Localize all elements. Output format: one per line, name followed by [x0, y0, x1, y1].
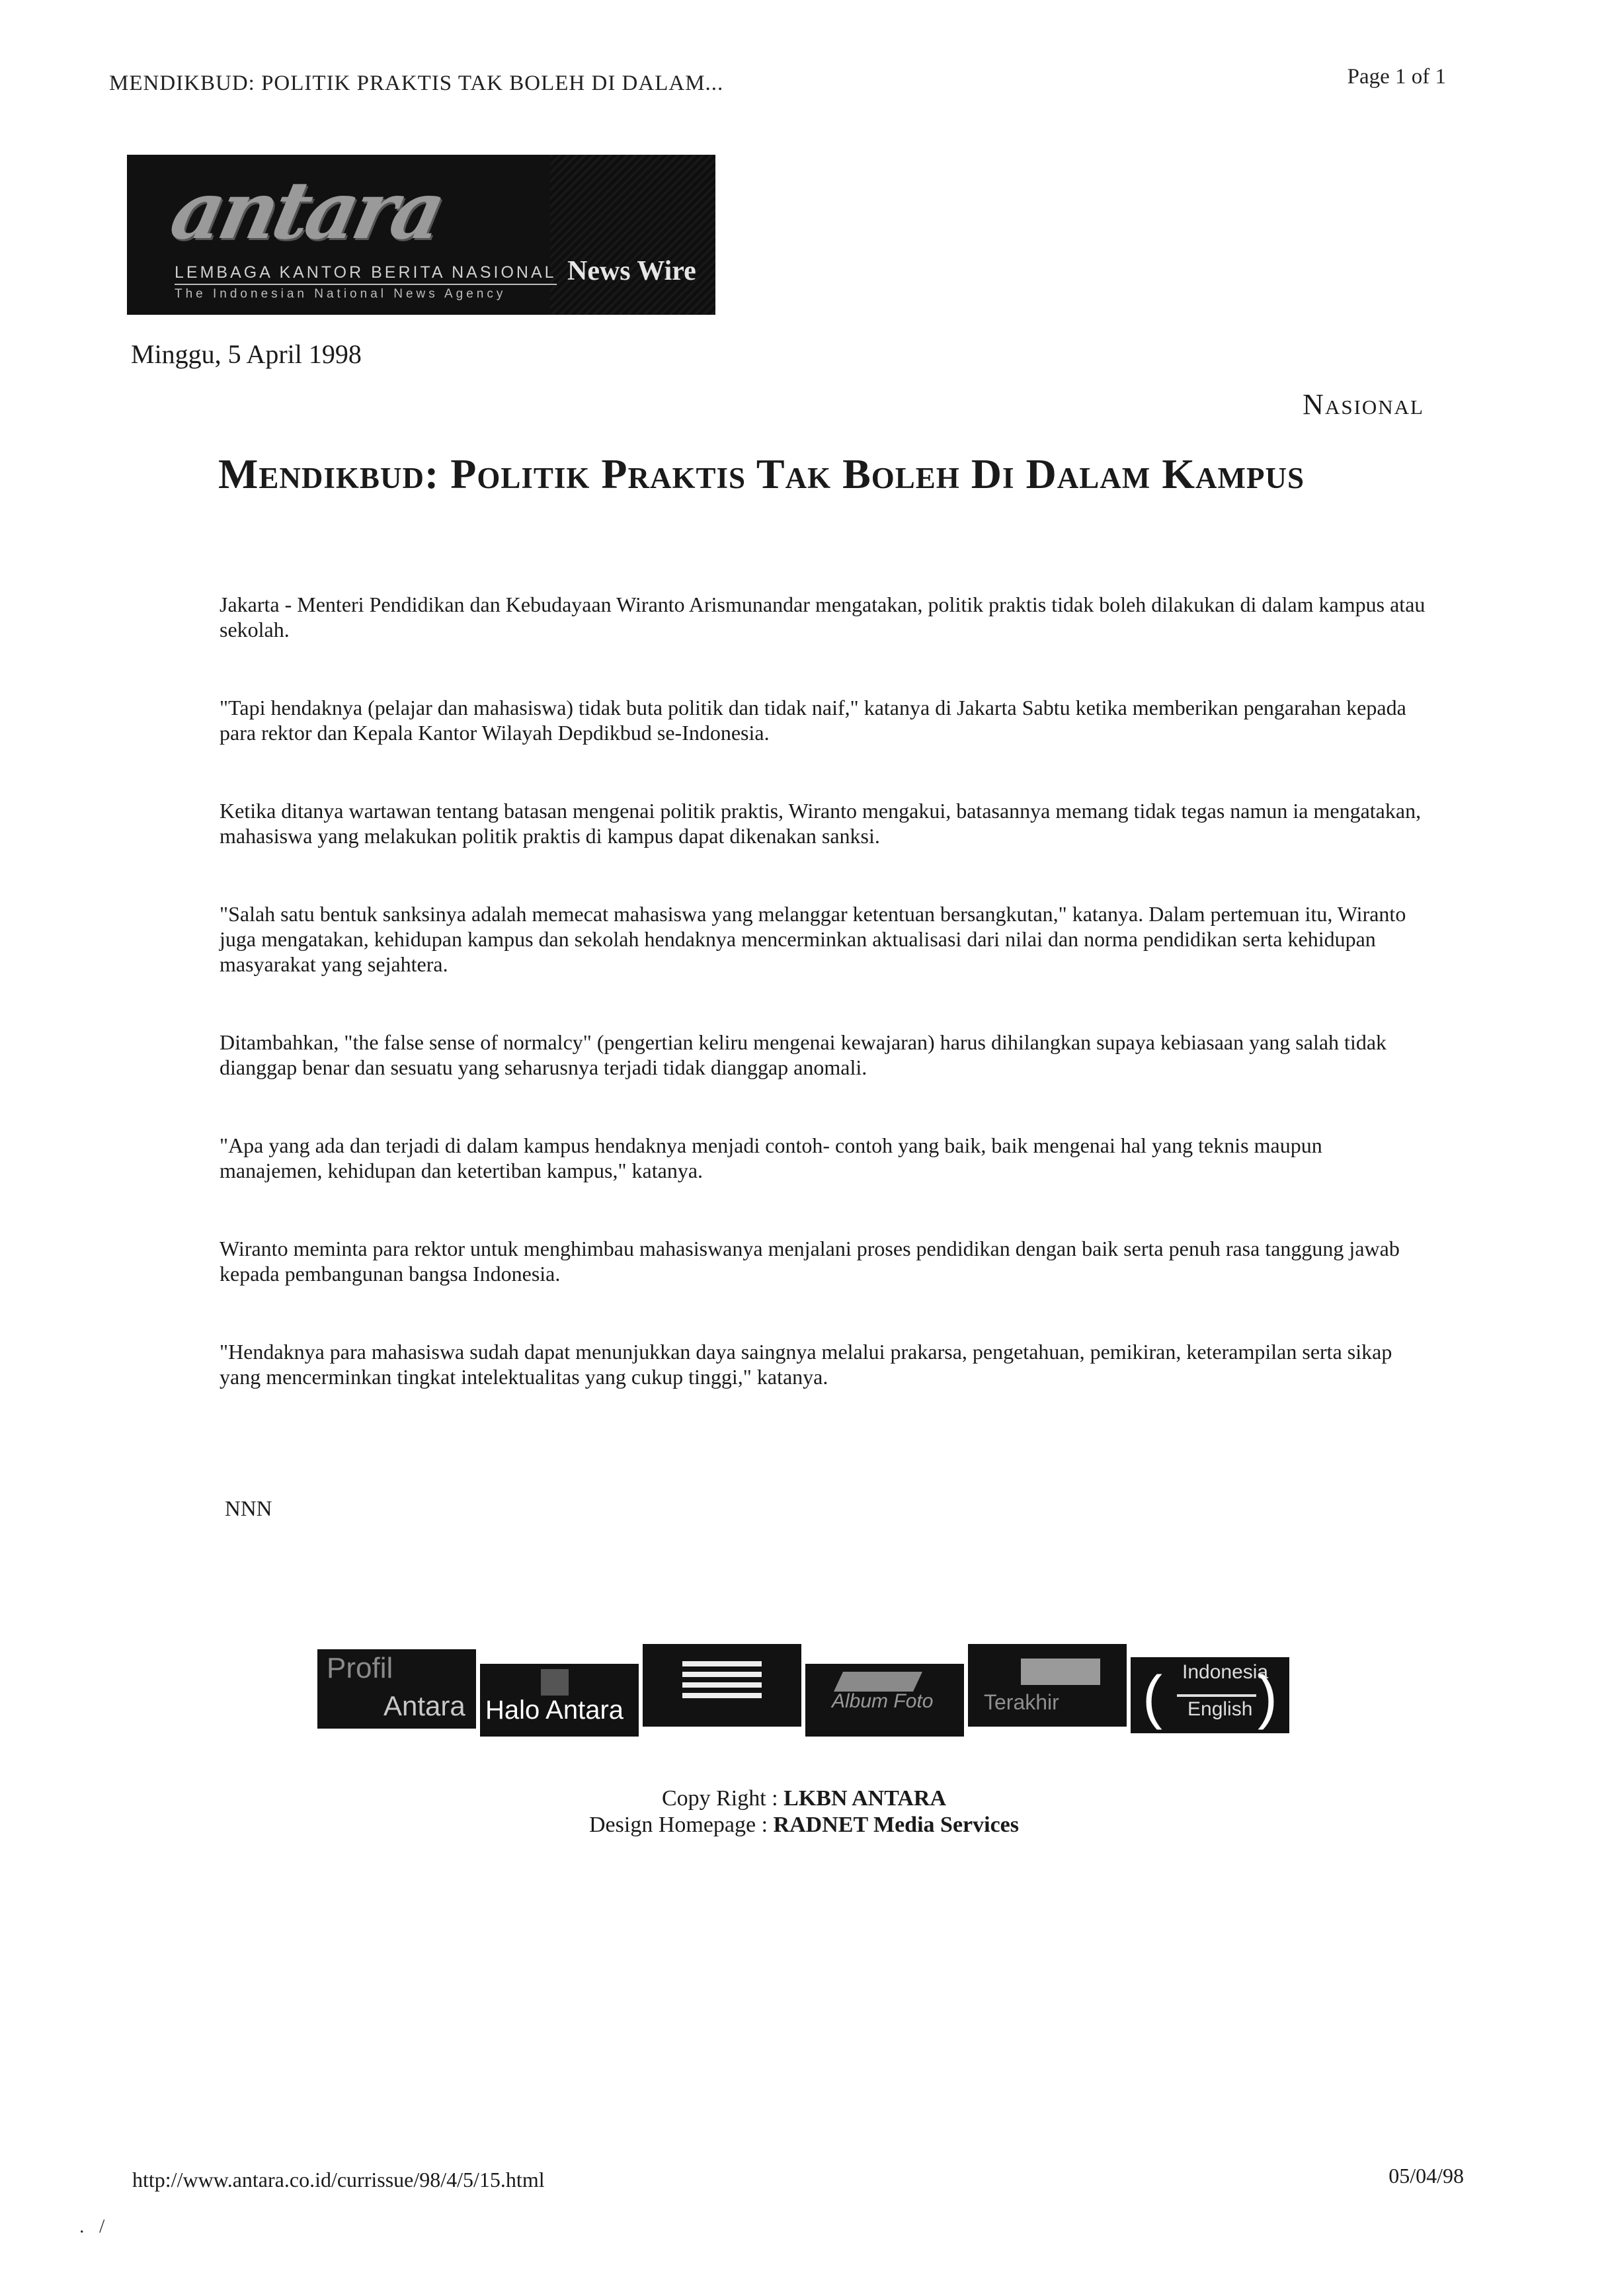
copyright-value: LKBN ANTARA [784, 1786, 947, 1811]
indonesia-label: Indonesia [1182, 1661, 1269, 1683]
paren-left-icon: ( [1143, 1664, 1162, 1731]
profil-antara-button[interactable] [317, 1649, 476, 1729]
print-url: http://www.antara.co.id/currissue/98/4/5/15.html [132, 2168, 545, 2192]
database-icon [682, 1659, 762, 1698]
banner-news-wire: News Wire [567, 256, 696, 286]
article-paragraph: "Apa yang ada dan terjadi di dalam kampus hendaknya menjadi contoh- contoh yang baik, baik mengenai hal yang teknis maupun manajemen, kehidupan dan ketertiban kampus," katanya. [220, 1133, 1322, 1182]
antara-banner[interactable] [127, 155, 715, 315]
album-foto-button[interactable] [805, 1664, 964, 1737]
halo-icon [541, 1669, 569, 1696]
design-label: Design Homepage : [589, 1813, 768, 1837]
halo-antara-button[interactable] [480, 1664, 639, 1737]
antara-logo: antara [163, 164, 450, 257]
nav-button-bar [317, 1644, 1296, 1743]
indonesia-english-button[interactable] [1131, 1657, 1289, 1733]
banner-org-name: LEMBAGA KANTOR BERITA NASIONAL [175, 263, 557, 285]
halo-label: Halo Antara [485, 1696, 624, 1725]
article-byline: NNN [225, 1497, 272, 1521]
design-line [0, 1812, 1608, 1838]
paren-right-icon: ) [1258, 1664, 1277, 1731]
article-paragraph: Jakarta - Menteri Pendidikan dan Kebudayaan Wiranto Arismunandar mengatakan, politik praktis tidak boleh dilakukan di dalam kampus atau sekolah. [220, 593, 1426, 641]
album-label: Album Foto [832, 1690, 934, 1712]
article-body [220, 592, 1429, 1442]
article-headline: Mendikbud: Politik Praktis Tak Boleh Di Dalam Kampus [218, 450, 1305, 497]
banner-texture [550, 155, 715, 315]
banner-agency-name: The Indonesian National News Agency [175, 287, 506, 301]
copyright-block [0, 1785, 1608, 1838]
database-antara-button[interactable] [643, 1644, 801, 1727]
profil-label: Profil [327, 1652, 393, 1684]
scan-mark: . / [79, 2215, 105, 2237]
english-label: English [1187, 1698, 1253, 1720]
antara-label: Antara [383, 1690, 465, 1721]
print-header-title: MENDIKBUD: POLITIK PRAKTIS TAK BOLEH DI DALAM... [109, 71, 724, 95]
article-paragraph: Ketika ditanya wartawan tentang batasan mengenai politik praktis, Wiranto mengakui, batasannya memang tidak tegas namun ia mengatakan, mahasiswa yang melakukan politik praktis di kampus dapat dikenakan sanksi. [220, 799, 1422, 848]
design-value: RADNET Media Services [773, 1813, 1019, 1837]
copyright-label: Copy Right : [661, 1786, 778, 1811]
article-date: Minggu, 5 April 1998 [131, 339, 362, 369]
article-paragraph: Ditambahkan, "the false sense of normalcy" (pengertian keliru mengenai kewajaran) harus dihilangkan supaya kebiasaan yang salah tidak dianggap benar dan sesuatu yang seharusnya terjadi tidak dianggap anomali. [220, 1030, 1387, 1079]
divider [1177, 1694, 1256, 1697]
berita-terakhir-button[interactable] [968, 1644, 1127, 1727]
album-icon [834, 1672, 922, 1692]
print-page-number: Page 1 of 1 [1347, 65, 1446, 89]
article-section: Nasional [1303, 388, 1424, 421]
article-paragraph: Wiranto meminta para rektor untuk menghimbau mahasiswanya menjalani proses pendidikan dengan baik serta penuh rasa tanggung jawab kepada pembangunan bangsa Indonesia. [220, 1237, 1400, 1286]
article-paragraph: "Salah satu bentuk sanksinya adalah memecat mahasiswa yang melanggar ketentuan bersangkutan," katanya. Dalam pertemuan itu, Wiranto juga mengatakan, kehidupan kampus dan sekolah hendaknya mencerminkan aktualisasi dari nilai dan norma pendidikan serta kehidupan masyarakat yang sejahtera. [220, 902, 1406, 976]
article-paragraph: "Hendaknya para mahasiswa sudah dapat menunjukkan daya saingnya melalui prakarsa, pengetahuan, pemikiran, keterampilan serta sikap yang mencerminkan tingkat intelektualitas yang cukup tinggi," katanya. [220, 1340, 1392, 1389]
print-date: 05/04/98 [1388, 2164, 1464, 2188]
copyright-line [0, 1785, 1608, 1812]
article-paragraph: "Tapi hendaknya (pelajar dan mahasiswa) tidak buta politik dan tidak naif," katanya di Jakarta Sabtu ketika memberikan pengarahan kepada para rektor dan Kepala Kantor Wilayah Depdikbud se-Indonesia. [220, 696, 1406, 745]
terakhir-icon [1021, 1659, 1100, 1685]
terakhir-label: Terakhir [984, 1690, 1059, 1714]
